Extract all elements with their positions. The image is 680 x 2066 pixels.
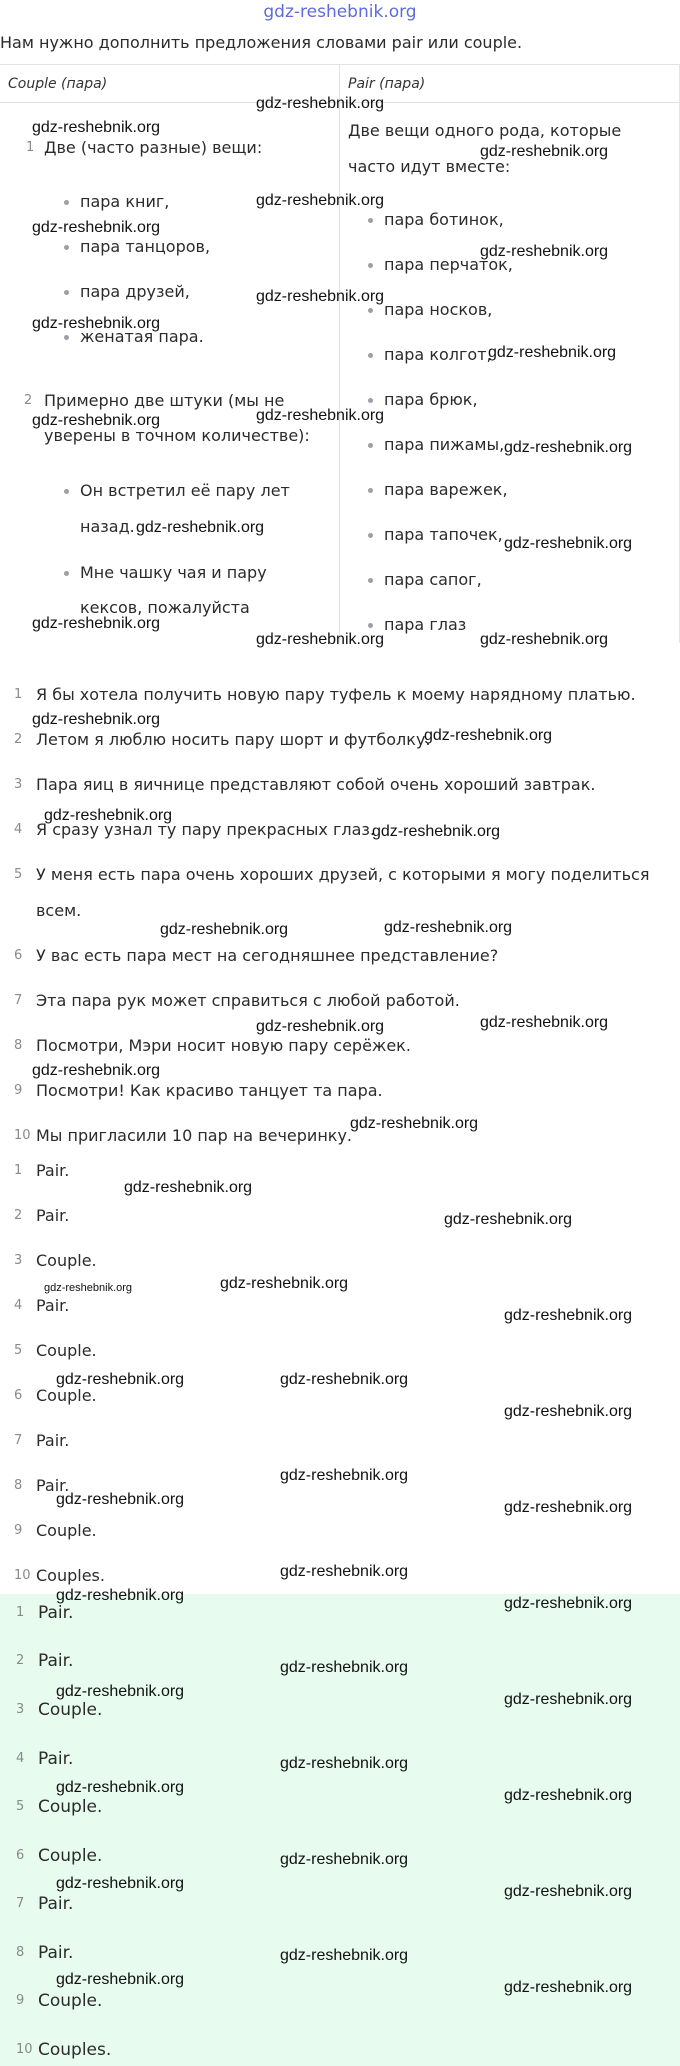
- couple-example: пара друзей,: [80, 282, 190, 301]
- answer-number: 8: [16, 1945, 25, 1960]
- watermark: gdz-reshebnik.org: [280, 1563, 409, 1580]
- watermark: gdz-reshebnik.org: [504, 1883, 633, 1900]
- couple-example: пара танцоров,: [80, 237, 211, 256]
- watermark: gdz-reshebnik.org: [220, 1275, 349, 1292]
- answer: Pair.: [38, 1943, 74, 1963]
- watermark: gdz-reshebnik.org: [56, 1683, 185, 1700]
- answer-number: 2: [16, 1653, 25, 1668]
- sentence-number: 5: [14, 867, 23, 882]
- sentence-number: 7: [14, 993, 23, 1008]
- answer-number: 1: [16, 1605, 25, 1620]
- answer-number: 9: [16, 1993, 25, 2008]
- answer-number: 6: [16, 1848, 25, 1863]
- pair-example: пара тапочек,: [384, 525, 503, 544]
- sentence: Пара яиц в яичнице представляют собой очень хороший завтрак.: [36, 775, 596, 794]
- pair-def-line2: часто идут вместе:: [348, 157, 511, 176]
- answer-number: 5: [14, 1343, 23, 1358]
- answer: Pair.: [36, 1476, 70, 1495]
- answer: Couple.: [36, 1251, 97, 1270]
- watermark: gdz-reshebnik.org: [424, 727, 553, 744]
- answer: Couple.: [38, 1846, 103, 1866]
- watermark: gdz-reshebnik.org: [256, 95, 385, 112]
- sentence: У меня есть пара очень хороших друзей, с которыми я могу поделиться: [36, 865, 650, 884]
- couple-example: пара книг,: [80, 192, 170, 211]
- answer-number: 7: [16, 1896, 25, 1911]
- answer: Pair.: [38, 1749, 74, 1769]
- watermark: gdz-reshebnik.org: [504, 1787, 633, 1804]
- answer-number: 1: [14, 1163, 23, 1178]
- watermark: gdz-reshebnik.org: [480, 143, 609, 160]
- sentence-number: 3: [14, 777, 23, 792]
- answer: Couple.: [36, 1341, 97, 1360]
- watermark: gdz-reshebnik.org: [480, 631, 609, 648]
- sentence: Я сразу узнал ту пару прекрасных глаз.: [36, 820, 375, 839]
- watermark: gdz-reshebnik.org: [480, 1014, 609, 1031]
- answer: Pair.: [38, 1651, 74, 1671]
- sentence: Я бы хотела получить новую пару туфель к моему нарядному платью.: [36, 685, 636, 704]
- watermark: gdz-reshebnik.org: [280, 1467, 409, 1484]
- pair-example: пара пижамы,: [384, 435, 505, 454]
- watermark: gdz-reshebnik.org: [56, 1875, 185, 1892]
- watermark: gdz-reshebnik.org: [350, 1115, 479, 1132]
- answer: Pair.: [36, 1161, 70, 1180]
- watermark: gdz-reshebnik.org: [32, 615, 161, 632]
- watermark: gdz-reshebnik.org: [444, 1211, 573, 1228]
- pair-def-line1: Две вещи одного рода, которые: [348, 121, 622, 140]
- answer: Couple.: [36, 1386, 97, 1405]
- table-header-couple: Couple (пара): [0, 65, 340, 103]
- answer-number: 3: [14, 1253, 23, 1268]
- pair-example: пара носков,: [384, 300, 493, 319]
- table-divider: [339, 65, 340, 643]
- watermark: gdz-reshebnik.org: [280, 1659, 409, 1676]
- sentence-number: 8: [14, 1038, 23, 1053]
- watermark: gdz-reshebnik.org: [124, 1179, 253, 1196]
- watermark: gdz-reshebnik.org: [56, 1371, 185, 1388]
- couple-example: Он встретил её пару лет: [80, 481, 290, 500]
- sentence-number: 10: [14, 1128, 31, 1143]
- sentence: Посмотри, Мэри носит новую пару серёжек.: [36, 1036, 411, 1055]
- sentence-number: 9: [14, 1083, 23, 1098]
- watermark: gdz-reshebnik.org: [32, 315, 161, 332]
- answer-number: 6: [14, 1388, 23, 1403]
- watermark: gdz-reshebnik.org: [32, 1062, 161, 1079]
- answer: Couple.: [38, 1991, 103, 2011]
- watermark: gdz-reshebnik.org: [32, 412, 161, 429]
- sentence: Эта пара рук может справиться с любой работой.: [36, 991, 460, 1010]
- watermark: gdz-reshebnik.org: [256, 407, 385, 424]
- pair-example: пара колгот,: [384, 345, 492, 364]
- watermark: gdz-reshebnik.org: [280, 1371, 409, 1388]
- watermark: gdz-reshebnik.org: [44, 807, 173, 824]
- watermark: gdz-reshebnik.org: [32, 711, 161, 728]
- sentence-number: 1: [14, 687, 23, 702]
- pair-example: пара брюк,: [384, 390, 478, 409]
- sentence-number: 2: [14, 732, 23, 747]
- answer: Pair.: [38, 1894, 74, 1914]
- watermark: gdz-reshebnik.org: [256, 288, 385, 305]
- couple-example: Мне чашку чая и пару: [80, 563, 267, 582]
- couple-def1-number: 1: [26, 140, 35, 155]
- watermark: gdz-reshebnik.org: [56, 1491, 185, 1508]
- watermark: gdz-reshebnik.org: [504, 439, 633, 456]
- answer: Couples.: [36, 1566, 105, 1585]
- table-header-pair: Pair (пара): [340, 65, 680, 103]
- watermark: gdz-reshebnik.org: [256, 192, 385, 209]
- answer: Couple.: [38, 1797, 103, 1817]
- watermark: gdz-reshebnik.org: [504, 1979, 633, 1996]
- answer: Pair.: [36, 1206, 70, 1225]
- sentence-number: 6: [14, 948, 23, 963]
- answer-number: 9: [14, 1523, 23, 1538]
- watermark: gdz-reshebnik.org: [56, 1779, 185, 1796]
- watermark: gdz-reshebnik.org: [504, 1691, 633, 1708]
- watermark: gdz-reshebnik.org: [504, 1307, 633, 1324]
- answer-number: 2: [14, 1208, 23, 1223]
- answer-number: 4: [16, 1751, 25, 1766]
- intro-text: Нам нужно дополнить предложения словами pair или couple.: [0, 33, 523, 52]
- watermark: gdz-reshebnik.org: [504, 1499, 633, 1516]
- sentence: Мы пригласили 10 пар на вечеринку.: [36, 1126, 352, 1145]
- pair-example: пара ботинок,: [384, 210, 504, 229]
- answer-number: 5: [16, 1799, 25, 1814]
- answer-number: 7: [14, 1433, 23, 1448]
- answer: Pair.: [36, 1431, 70, 1450]
- couple-def2-line2: уверены в точном количестве):: [44, 426, 310, 445]
- couple-example-cont: кексов, пожалуйста: [80, 598, 250, 617]
- answer-number: 10: [16, 2042, 33, 2057]
- sentence: Посмотри! Как красиво танцует та пара.: [36, 1081, 383, 1100]
- pair-example: пара глаз: [384, 615, 467, 634]
- pair-example: пара перчаток,: [384, 255, 513, 274]
- watermark: gdz-reshebnik.org: [280, 1851, 409, 1868]
- watermark: gdz-reshebnik.org: [56, 1971, 185, 1988]
- answer-number: 8: [14, 1478, 23, 1493]
- answer: Pair.: [36, 1296, 70, 1315]
- watermark: gdz-reshebnik.org: [44, 1282, 133, 1294]
- answer: Couple.: [36, 1521, 97, 1540]
- sentence: Летом я люблю носить пару шорт и футболку.: [36, 730, 431, 749]
- watermark: gdz-reshebnik.org: [480, 243, 609, 260]
- watermark: gdz-reshebnik.org: [372, 823, 501, 840]
- sentence-cont: всем.: [36, 901, 82, 920]
- answer: Pair.: [38, 1603, 74, 1623]
- watermark: gdz-reshebnik.org: [32, 119, 161, 136]
- couple-def2-line1: Примерно две штуки (мы не: [44, 391, 285, 410]
- sentence-number: 4: [14, 822, 23, 837]
- pair-example: пара варежек,: [384, 480, 508, 499]
- watermark: gdz-reshebnik.org: [280, 1947, 409, 1964]
- watermark: gdz-reshebnik.org: [384, 919, 513, 936]
- answer-number: 10: [14, 1568, 31, 1583]
- couple-def2-number: 2: [24, 393, 33, 408]
- watermark: gdz-reshebnik.org: [504, 1403, 633, 1420]
- couple-example: женатая пара.: [80, 327, 204, 346]
- answer-number: 4: [14, 1298, 23, 1313]
- couple-example-cont: назад.: [80, 517, 135, 536]
- watermark: gdz-reshebnik.org: [504, 1595, 633, 1612]
- watermark: gdz-reshebnik.org: [488, 344, 617, 361]
- watermark: gdz-reshebnik.org: [32, 219, 161, 236]
- watermark: gdz-reshebnik.org: [160, 921, 289, 938]
- watermark: gdz-reshebnik.org: [280, 1755, 409, 1772]
- watermark: gdz-reshebnik.org: [504, 535, 633, 552]
- site-header-link[interactable]: gdz-reshebnik.org: [263, 2, 417, 22]
- couple-def1: Две (часто разные) вещи:: [44, 138, 263, 157]
- answer: Couples.: [38, 2040, 112, 2060]
- watermark: gdz-reshebnik.org: [56, 1587, 185, 1604]
- watermark: gdz-reshebnik.org: [256, 631, 385, 648]
- answer-number: 3: [16, 1702, 25, 1717]
- answer: Couple.: [38, 1700, 103, 1720]
- pair-example: пара сапог,: [384, 570, 482, 589]
- watermark: gdz-reshebnik.org: [256, 1018, 385, 1035]
- watermark: gdz-reshebnik.org: [136, 519, 265, 536]
- sentence: У вас есть пара мест на сегодняшнее представление?: [36, 946, 499, 965]
